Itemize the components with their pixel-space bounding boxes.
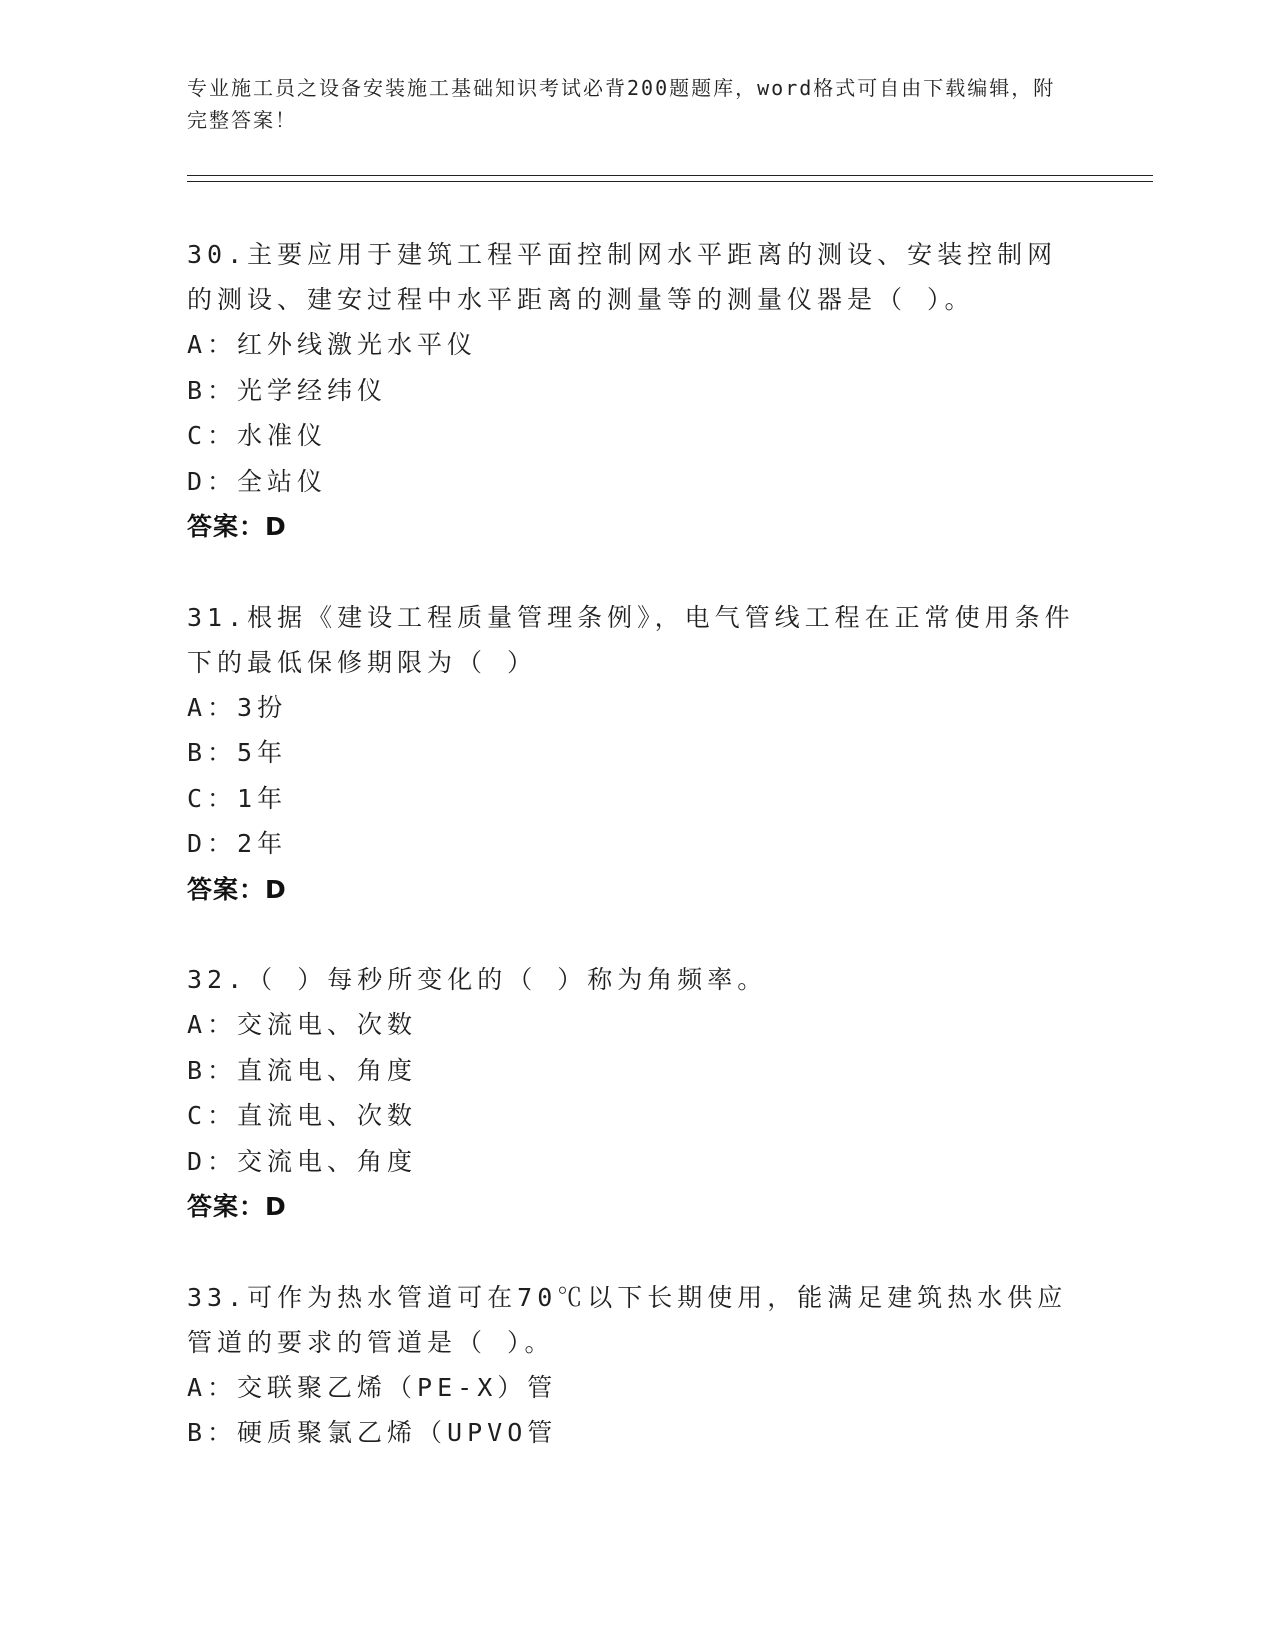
header-divider-top — [187, 175, 1153, 176]
answer: 答案：D — [187, 1192, 287, 1221]
option-b: B：硬质聚氯乙烯（UPVO管 — [187, 1418, 558, 1447]
question-33 — [187, 1275, 1087, 1456]
option-b: B：光学经纬仪 — [187, 375, 388, 405]
option-d: D：2年 — [187, 829, 288, 858]
answer: 答案：D — [187, 874, 287, 904]
option-a: A：交联聚乙烯（PE-X）管 — [187, 1372, 558, 1402]
header-divider-bottom — [187, 181, 1153, 182]
question-list — [187, 232, 1087, 1501]
question-32 — [187, 957, 1087, 1230]
option-b: B：直流电、角度 — [187, 1055, 418, 1085]
option-a: A：交流电、次数 — [187, 1010, 418, 1039]
option-c: C：1年 — [187, 783, 288, 813]
option-a: A：3扮 — [187, 692, 288, 722]
option-c: C：水准仪 — [187, 421, 328, 450]
question-30 — [187, 232, 1087, 550]
option-a: A：红外线激光水平仪 — [187, 330, 478, 359]
option-b: B：5年 — [187, 738, 288, 767]
question-text: 30.主要应用于建筑工程平面控制网水平距离的测设、安装控制网的测设、建安过程中水平距离的测量等的测量仪器是（ ）。 — [187, 240, 1058, 314]
document-header: 专业施工员之设备安装施工基础知识考试必背200题题库，word格式可自由下载编辑，附完整答案！ — [187, 76, 1056, 132]
question-text: 32.（ ）每秒所变化的（ ）称为角频率。 — [187, 965, 768, 994]
option-c: C：直流电、次数 — [187, 1101, 418, 1130]
question-31 — [187, 595, 1087, 913]
option-d: D：交流电、角度 — [187, 1146, 418, 1176]
question-text: 33.可作为热水管道可在70℃以下长期使用，能满足建筑热水供应管道的要求的管道是（ ）。 — [187, 1282, 1068, 1357]
option-d: D：全站仪 — [187, 466, 328, 496]
question-text: 31.根据《建设工程质量管理条例》，电气管线工程在正常使用条件下的最低保修期限为（ ） — [187, 602, 1075, 677]
answer: 答案：D — [187, 512, 287, 541]
